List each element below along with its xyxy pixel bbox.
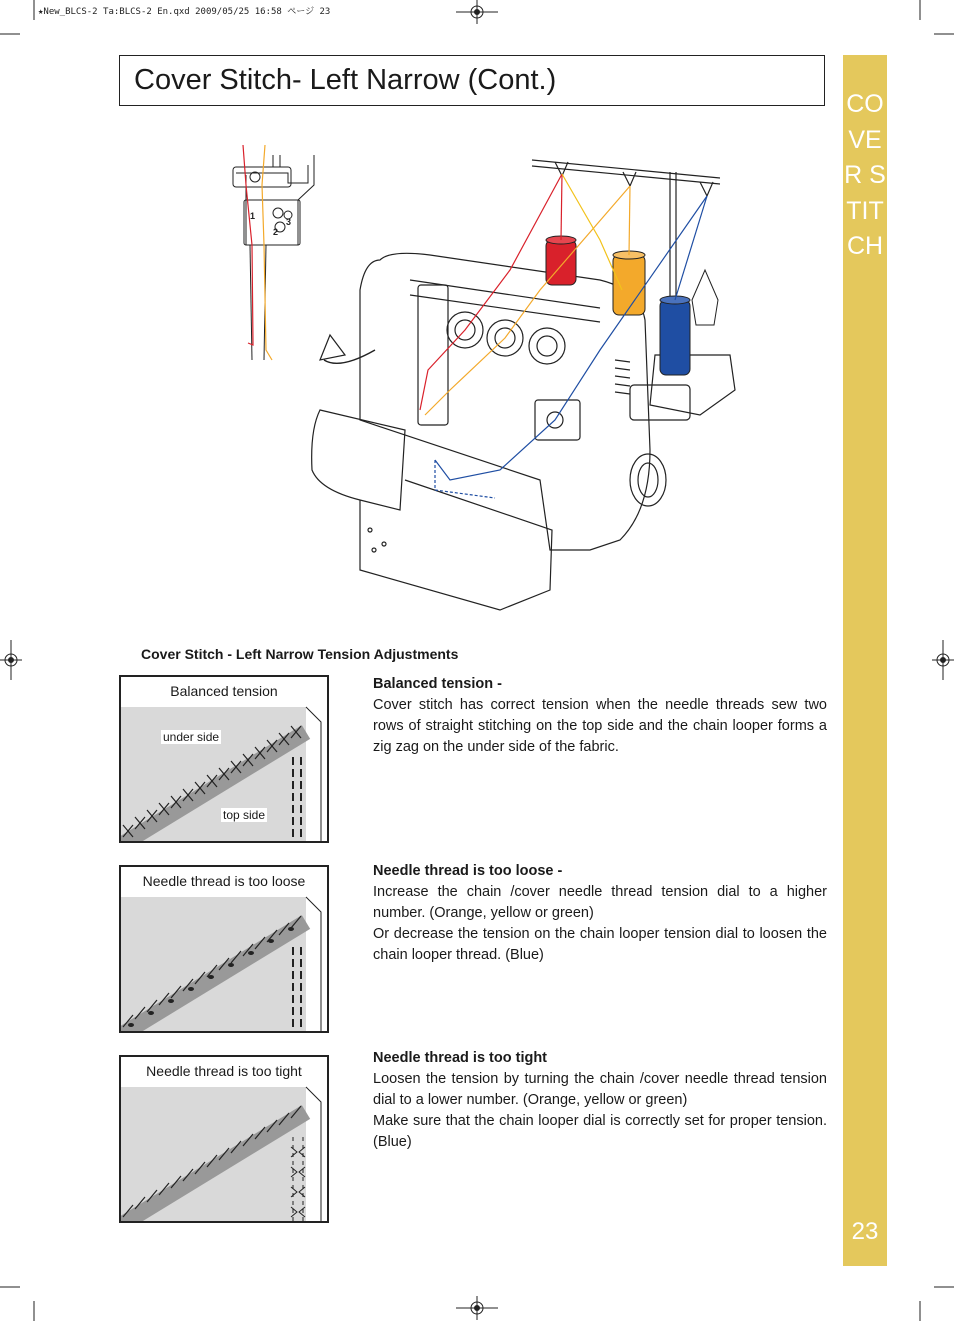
page-title: Cover Stitch- Left Narrow (Cont.)	[134, 64, 557, 96]
too-tight-panel	[119, 1055, 329, 1223]
description-text: Cover stitch has correct tension when the needle threads sew two rows of straight stitching on the top side and the chain looper forms a zig zag on the under side of the fabric.	[373, 697, 827, 755]
tight-stitch-diagram	[121, 1057, 329, 1223]
loose-stitch-diagram	[121, 867, 329, 1033]
panel-caption: Balanced tension	[170, 683, 278, 699]
serger-machine-illustration	[300, 150, 740, 620]
description-heading: Balanced tension -	[373, 676, 502, 692]
top-side-label: top side	[223, 808, 266, 822]
print-info-line: ★New_BLCS-2 Ta:BLCS-2 En.qxd 2009/05/25 16:58 ページ 23	[38, 7, 331, 17]
page-number: 23	[851, 1218, 879, 1245]
needle-label-1: 1	[250, 211, 256, 221]
sidebar-section-label: COVER STITCH	[844, 90, 886, 260]
description-text: Or decrease the tension on the chain looper tension dial to loosen the chain looper thread. (Blue)	[373, 926, 827, 963]
page-title-box	[119, 55, 825, 106]
too-loose-description	[373, 861, 827, 966]
panel-caption: Needle thread is too tight	[146, 1063, 302, 1079]
description-heading: Needle thread is too loose -	[373, 863, 563, 879]
description-text: Loosen the tension by turning the chain /cover needle thread tension dial to a lower number. (Orange, yellow or green)	[373, 1071, 827, 1108]
description-heading: Needle thread is too tight	[373, 1050, 548, 1066]
section-sidebar	[843, 55, 887, 1266]
under-side-label: under side	[163, 730, 220, 744]
needle-label-2: 2	[273, 227, 279, 237]
description-text: Make sure that the chain looper dial is correctly set for proper tension. (Blue)	[373, 1113, 827, 1150]
needle-label-3: 3	[286, 217, 292, 227]
balanced-tension-panel	[119, 675, 329, 843]
panel-caption: Needle thread is too loose	[142, 873, 306, 889]
too-loose-panel	[119, 865, 329, 1033]
balanced-tension-description	[373, 674, 827, 758]
too-tight-description	[373, 1048, 827, 1153]
section-title: Cover Stitch - Left Narrow Tension Adjustments	[141, 646, 459, 662]
description-text: Increase the chain /cover needle thread tension dial to a higher number. (Orange, yellow or green)	[373, 884, 827, 921]
